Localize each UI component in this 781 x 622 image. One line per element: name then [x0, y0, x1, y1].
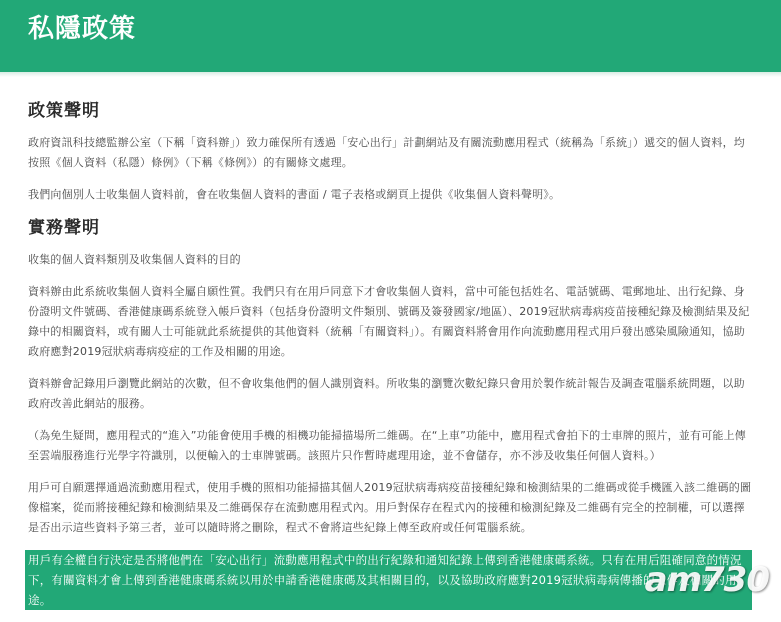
policy-paragraph: 我們向個別人士收集個人資料前，會在收集個人資料的書面 / 電子表格或網頁上提供《收集個人資料聲明》。: [28, 188, 561, 201]
practice-statement-heading: 實務聲明: [28, 218, 100, 238]
page-title: 私隱政策: [28, 14, 137, 44]
policy-paragraph: 政府資訊科技總監辦公室（下稱「資科辦」）致力確保所有透過「安心出行」計劃網站及有關流動應用程式（統稱為「系統」）遞交的個人資料，均按照《個人資料（私隱）條例》（下稱《條例》）的有關條文處理。: [28, 136, 745, 169]
practice-subheading: 收集的個人資料類別及收集個人資料的目的: [28, 253, 241, 266]
practice-paragraph: 資料辦由此系統收集個人資料全屬自願性質。我們只有在用戶同意下才會收集個人資料，當中可能包括姓名、電話號碼、電郵地址、出行紀錄、身份證明文件號碼、香港健康碼系統登入帳戶資料（包括身份證明文件類別、號碼及簽發國家/地區）、2019冠狀病毒病疫苗接種紀錄及檢測結果及紀錄中的相關資料，或有關人士可能就此系統提供的其他資料（統稱「有關資料」）。有關資料將會用作向流動應用程式用戶發出感染風險通知，協助政府應對2019冠狀病毒病疫症的工作及相關的用途。: [28, 285, 750, 358]
watermark-logo: am730: [644, 560, 769, 600]
policy-statement-heading: 政策聲明: [28, 101, 100, 121]
highlighted-paragraph: 用戶有全權自行決定是否將他們在「安心出行」流動應用程式中的出行紀錄和通知紀錄上傳到香港健康碼系統。只有在用后阻確同意的情況下，有關資料才會上傳到香港健康碼系統以用於申請香港健康碼及其相關目的，以及協助政府應對2019冠狀病毒病傳播的工作及相關的用途。: [25, 550, 752, 610]
practice-paragraph: 資料辦會記錄用戶瀏覽此網站的次數，但不會收集他們的個人識別資料。所收集的瀏覽次數紀錄只會用於製作統計報告及調查電腦系統問題，以助政府改善此網站的服務。: [28, 377, 745, 410]
practice-paragraph: 用戶可自願選擇通過流動應用程式，使用手機的照相功能掃描其個人2019冠狀病毒病疫苗接種紀錄和檢測結果的二維碼或從手機匯入該二維碼的圖像檔案，從而將接種紀錄和檢測結果及二維碼保存在流動應用程式內。用戶對保存在程式內的接種和檢測紀錄及二維碼有完全的控制權，可以選擇是否出示這些資料予第三者，並可以隨時將之刪除，程式不會將這些紀錄上傳至政府或任何電腦系統。: [28, 481, 752, 534]
header-shadow: [0, 72, 781, 77]
practice-paragraph: （為免生疑問，應用程式的“進入”功能會使用手機的相機功能掃描場所二維碼。在“上車”功能中，應用程式會拍下的士車牌的照片，並有可能上傳至雲端服務進行光學字符識別，以便輸入的士車牌號碼。該照片只作暫時處理用途，並不會儲存，亦不涉及收集任何個人資料。）: [28, 429, 746, 462]
page-header: [0, 0, 781, 72]
policy-content: [28, 96, 752, 622]
